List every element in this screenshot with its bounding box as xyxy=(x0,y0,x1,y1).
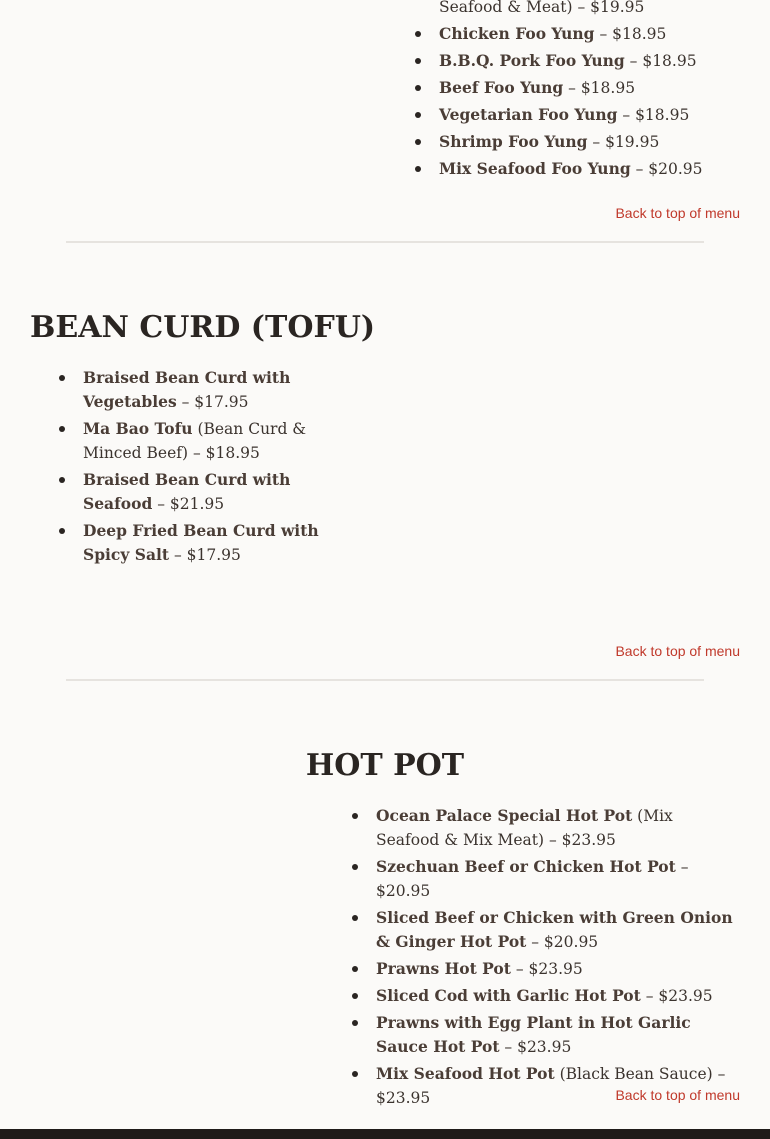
menu-item: Ma Bao Tofu (Bean Curd & Minced Beef) – $18.95 xyxy=(83,417,348,465)
menu-item: Prawns Hot Pot – $23.95 xyxy=(376,957,738,981)
back-to-top-link[interactable]: Back to top of menu xyxy=(615,643,740,659)
back-to-top-link[interactable]: Back to top of menu xyxy=(615,205,740,221)
section-divider xyxy=(66,679,704,681)
menu-item: B.B.Q. Pork Foo Yung – $18.95 xyxy=(439,49,739,73)
menu-item: Seafood & Meat) – $19.95 xyxy=(439,0,645,16)
menu-item: Braised Bean Curd with Seafood – $21.95 xyxy=(83,468,348,516)
menu-item: Deep Fried Bean Curd with Spicy Salt – $17.95 xyxy=(83,519,348,567)
menu-item: Prawns with Egg Plant in Hot Garlic Sauce Hot Pot – $23.95 xyxy=(376,1011,738,1059)
menu-item: Braised Bean Curd with Vegetables – $17.95 xyxy=(83,366,348,414)
bean-curd-list xyxy=(83,366,348,570)
menu-item: Beef Foo Yung – $18.95 xyxy=(439,76,739,100)
menu-item: Chicken Foo Yung – $18.95 xyxy=(439,22,739,46)
section-title-bean-curd: BEAN CURD (TOFU) xyxy=(30,310,376,345)
menu-item: Mix Seafood Foo Yung – $20.95 xyxy=(439,157,739,181)
hot-pot-list xyxy=(376,804,738,1113)
foo-yung-list xyxy=(439,0,739,184)
section-title-hot-pot: HOT POT xyxy=(305,748,465,783)
menu-item: Ocean Palace Special Hot Pot (Mix Seafood & Mix Meat) – $23.95 xyxy=(376,804,738,852)
back-to-top-link[interactable]: Back to top of menu xyxy=(615,1087,740,1103)
menu-item: Sliced Cod with Garlic Hot Pot – $23.95 xyxy=(376,984,738,1008)
section-divider xyxy=(66,241,704,243)
menu-item: Sliced Beef or Chicken with Green Onion & Ginger Hot Pot – $20.95 xyxy=(376,906,738,954)
menu-item: Szechuan Beef or Chicken Hot Pot – $20.95 xyxy=(376,855,738,903)
menu-item: Vegetarian Foo Yung – $18.95 xyxy=(439,103,739,127)
menu-item: Shrimp Foo Yung – $19.95 xyxy=(439,130,739,154)
menu-item: Mix Seafood Hot Pot (Black Bean Sauce) – $23.95 xyxy=(376,1062,738,1110)
footer-bar xyxy=(0,1129,770,1139)
